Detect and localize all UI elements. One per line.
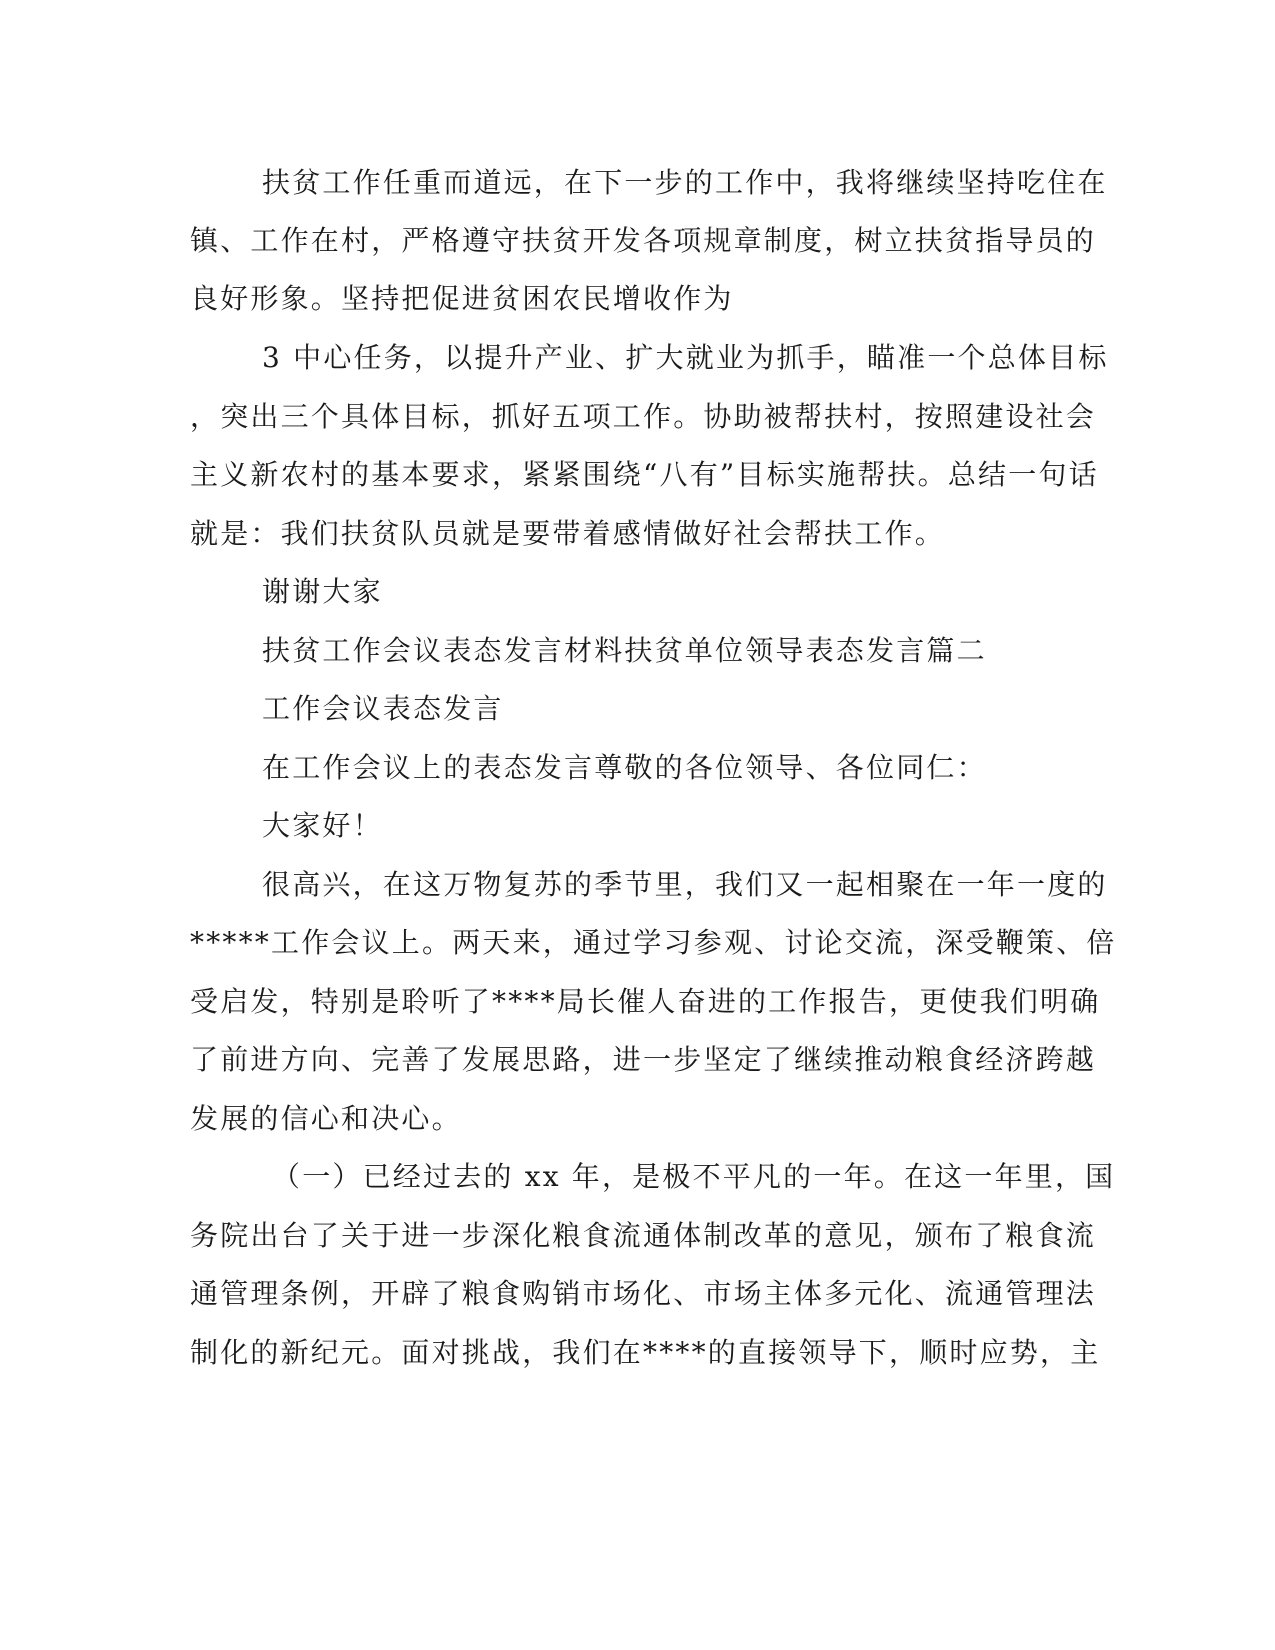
text-line: 主义新农村的基本要求，紧紧围绕“八有”目标实施帮扶。总结一句话 [190, 458, 1099, 491]
text-line: 在工作会议上的表态发言尊敬的各位领导、各位同仁： [262, 751, 987, 784]
text-line: 受启发，特别是聆听了****局长催人奋进的工作报告，更使我们明确 [190, 985, 1101, 1018]
text-line: ，突出三个具体目标，抓好五项工作。协助被帮扶村，按照建设社会 [190, 400, 1097, 433]
text-line: 务院出台了关于进一步深化粮食流通体制改革的意见，颁布了粮食流 [190, 1219, 1097, 1252]
text-line: 谢谢大家 [262, 575, 383, 608]
text-line: 扶贫工作任重而道远，在下一步的工作中，我将继续坚持吃住在 [262, 166, 1108, 199]
text-line: 就是：我们扶贫队员就是要带着感情做好社会帮扶工作。 [190, 517, 946, 550]
text-line: 大家好！ [262, 809, 383, 842]
text-line: *****工作会议上。两天来，通过学习参观、讨论交流，深受鞭策、倍 [190, 926, 1117, 959]
text-line: 工作会议表态发言 [262, 692, 504, 725]
text-line: 了前进方向、完善了发展思路，进一步坚定了继续推动粮食经济跨越 [190, 1043, 1097, 1076]
text-line: 发展的信心和决心。 [190, 1102, 462, 1135]
text-line: 很高兴，在这万物复苏的季节里，我们又一起相聚在一年一度的 [262, 868, 1108, 901]
text-line: 良好形象。坚持把促进贫困农民增收作为 [190, 282, 734, 315]
text-line: 3 中心任务，以提升产业、扩大就业为抓手，瞄准一个总体目标 [262, 341, 1109, 374]
text-line: 通管理条例，开辟了粮食购销市场化、市场主体多元化、流通管理法 [190, 1277, 1097, 1310]
text-line: （一）已经过去的 xx 年，是极不平凡的一年。在这一年里，国 [272, 1160, 1116, 1193]
text-line: 扶贫工作会议表态发言材料扶贫单位领导表态发言篇二 [262, 634, 987, 667]
text-line: 镇、工作在村，严格遵守扶贫开发各项规章制度，树立扶贫指导员的 [190, 224, 1097, 257]
text-line: 制化的新纪元。面对挑战，我们在****的直接领导下，顺时应势，主 [190, 1336, 1101, 1369]
